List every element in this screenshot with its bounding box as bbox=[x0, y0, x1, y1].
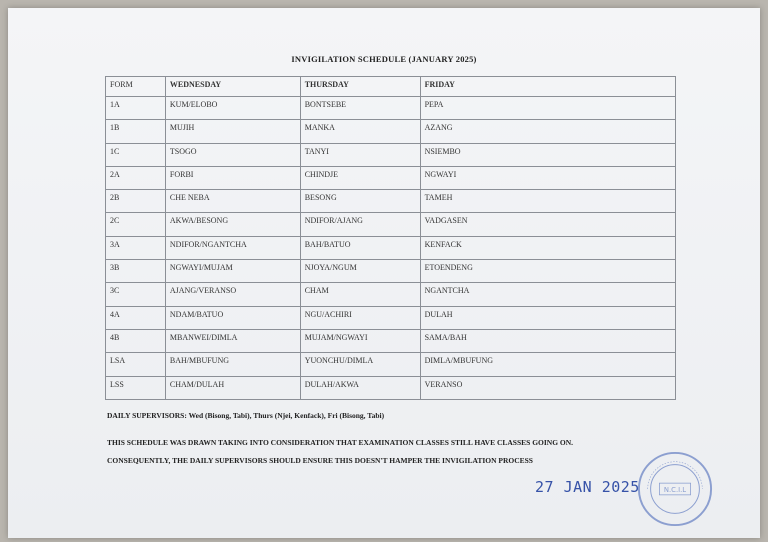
cell-wednesday: CHE NEBA bbox=[165, 190, 300, 213]
cell-thursday: BAH/BATUO bbox=[300, 236, 420, 259]
cell-thursday: DULAH/AKWA bbox=[300, 376, 420, 399]
cell-friday: VERANSO bbox=[420, 376, 675, 399]
cell-friday: SAMA/BAH bbox=[420, 329, 675, 352]
cell-form: 1A bbox=[106, 97, 166, 120]
cell-thursday: NJOYA/NGUM bbox=[300, 260, 420, 283]
schedule-note bbox=[107, 434, 707, 470]
cell-friday: KENFACK bbox=[420, 236, 675, 259]
cell-form: 3C bbox=[106, 283, 166, 306]
cell-friday: DIMLA/MBUFUNG bbox=[420, 353, 675, 376]
cell-friday: NGANTCHA bbox=[420, 283, 675, 306]
cell-wednesday: BAH/MBUFUNG bbox=[165, 353, 300, 376]
daily-supervisors: DAILY SUPERVISORS: Wed (Bisong, Tabi), Thurs (Njei, Kenfack), Fri (Bisong, Tabi) bbox=[107, 411, 385, 420]
table-row bbox=[106, 306, 676, 329]
cell-friday: ETOENDENG bbox=[420, 260, 675, 283]
page-title: INVIGILATION SCHEDULE (JANUARY 2025) bbox=[291, 54, 477, 64]
table-row bbox=[106, 376, 676, 399]
note-line-1: THIS SCHEDULE WAS DRAWN TAKING INTO CONSIDERATION THAT EXAMINATION CLASSES STILL HAVE CLASSES GOING ON. bbox=[107, 438, 574, 447]
cell-form: 3A bbox=[106, 236, 166, 259]
cell-thursday: BONTSEBE bbox=[300, 97, 420, 120]
table-row bbox=[106, 260, 676, 283]
table-row bbox=[106, 353, 676, 376]
table-row bbox=[106, 143, 676, 166]
cell-form: 3B bbox=[106, 260, 166, 283]
schedule-table bbox=[105, 76, 676, 400]
column-header-wednesday: WEDNESDAY bbox=[165, 77, 300, 97]
cell-friday: AZANG bbox=[420, 120, 675, 143]
table-row bbox=[106, 190, 676, 213]
cell-friday: VADGASEN bbox=[420, 213, 675, 236]
cell-friday: PEPA bbox=[420, 97, 675, 120]
cell-wednesday: TSOGO bbox=[165, 143, 300, 166]
cell-friday: TAMEH bbox=[420, 190, 675, 213]
cell-thursday: NDIFOR/AJANG bbox=[300, 213, 420, 236]
table-row bbox=[106, 97, 676, 120]
cell-wednesday: CHAM/DULAH bbox=[165, 376, 300, 399]
column-header-friday: FRIDAY bbox=[420, 77, 675, 97]
cell-friday: NGWAYI bbox=[420, 166, 675, 189]
cell-thursday: MANKA bbox=[300, 120, 420, 143]
cell-wednesday: NDAM/BATUO bbox=[165, 306, 300, 329]
cell-wednesday: MUJIH bbox=[165, 120, 300, 143]
cell-form: 4B bbox=[106, 329, 166, 352]
date-stamp: 27 JAN 2025 bbox=[535, 478, 640, 496]
cell-form: 2C bbox=[106, 213, 166, 236]
cell-wednesday: FORBI bbox=[165, 166, 300, 189]
note-line-2: CONSEQUENTLY, THE DAILY SUPERVISORS SHOULD ENSURE THIS DOESN'T HAMPER THE INVIGILATION PROCESS bbox=[107, 456, 533, 465]
column-header-thursday: THURSDAY bbox=[300, 77, 420, 97]
table-row bbox=[106, 283, 676, 306]
cell-friday: DULAH bbox=[420, 306, 675, 329]
cell-wednesday: MBANWEI/DIMLA bbox=[165, 329, 300, 352]
cell-wednesday: AJANG/VERANSO bbox=[165, 283, 300, 306]
cell-wednesday: KUM/ELOBO bbox=[165, 97, 300, 120]
table-row bbox=[106, 213, 676, 236]
cell-form: LSA bbox=[106, 353, 166, 376]
table-row bbox=[106, 120, 676, 143]
cell-form: 1B bbox=[106, 120, 166, 143]
school-seal bbox=[636, 450, 714, 528]
table-header-row bbox=[106, 77, 676, 97]
cell-thursday: NGU/ACHIRI bbox=[300, 306, 420, 329]
table-row bbox=[106, 236, 676, 259]
cell-friday: NSIEMBO bbox=[420, 143, 675, 166]
cell-thursday: CHINDJE bbox=[300, 166, 420, 189]
cell-wednesday: NGWAYI/MUJAM bbox=[165, 260, 300, 283]
table-row bbox=[106, 166, 676, 189]
cell-form: 4A bbox=[106, 306, 166, 329]
cell-thursday: BESONG bbox=[300, 190, 420, 213]
cell-thursday: YUONCHU/DIMLA bbox=[300, 353, 420, 376]
cell-form: 2B bbox=[106, 190, 166, 213]
table-row bbox=[106, 329, 676, 352]
cell-thursday: TANYI bbox=[300, 143, 420, 166]
document-page bbox=[8, 8, 760, 538]
cell-form: 1C bbox=[106, 143, 166, 166]
column-header-form: FORM bbox=[106, 77, 166, 97]
svg-text:N.C.I.L: N.C.I.L bbox=[663, 485, 687, 494]
cell-form: LSS bbox=[106, 376, 166, 399]
cell-thursday: MUJAM/NGWAYI bbox=[300, 329, 420, 352]
cell-wednesday: NDIFOR/NGANTCHA bbox=[165, 236, 300, 259]
cell-thursday: CHAM bbox=[300, 283, 420, 306]
cell-form: 2A bbox=[106, 166, 166, 189]
cell-wednesday: AKWA/BESONG bbox=[165, 213, 300, 236]
